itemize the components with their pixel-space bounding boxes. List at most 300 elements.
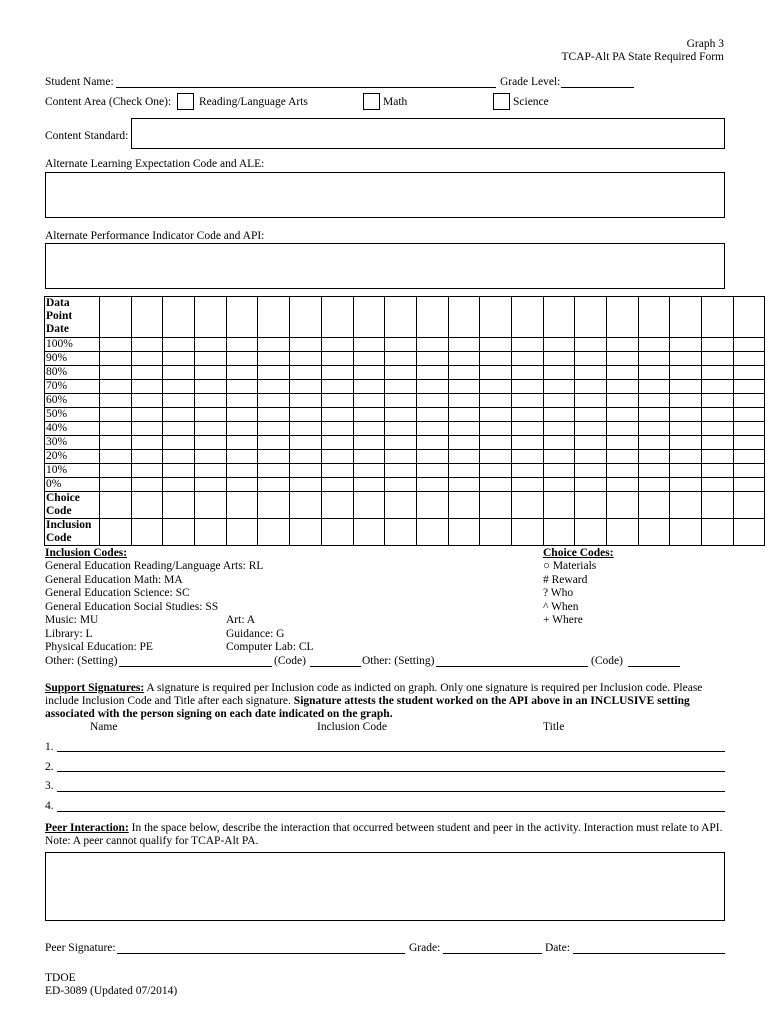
grid-cell[interactable] [448,394,480,408]
grid-cell[interactable] [575,422,607,436]
grid-cell[interactable] [480,366,512,380]
grid-cell[interactable] [226,436,258,450]
peer-interaction-field[interactable] [45,852,725,921]
grid-cell[interactable] [258,408,290,422]
grid-cell[interactable] [575,297,607,338]
grid-cell[interactable] [575,478,607,492]
grid-cell[interactable] [353,478,385,492]
grid-cell[interactable] [448,464,480,478]
grid-cell[interactable] [100,492,132,519]
grid-cell[interactable] [543,352,575,366]
grid-cell[interactable] [607,338,639,352]
grid-cell[interactable] [353,338,385,352]
grid-cell[interactable] [163,464,195,478]
grid-cell[interactable] [448,366,480,380]
grid-cell[interactable] [290,297,322,338]
grid-cell[interactable] [385,422,417,436]
grid-cell[interactable] [702,366,734,380]
grid-cell[interactable] [702,478,734,492]
grid-cell[interactable] [195,519,227,546]
grid-cell[interactable] [258,352,290,366]
grid-cell[interactable] [480,450,512,464]
other-setting-field-2[interactable] [436,666,588,667]
grid-cell[interactable] [195,380,227,394]
grid-cell[interactable] [543,478,575,492]
grid-cell[interactable] [416,450,448,464]
grid-cell[interactable] [258,492,290,519]
grid-cell[interactable] [575,380,607,394]
grid-cell[interactable] [448,450,480,464]
grid-cell[interactable] [733,352,765,366]
peer-signature-field[interactable] [117,953,405,954]
grid-cell[interactable] [195,492,227,519]
grid-cell[interactable] [448,519,480,546]
grid-cell[interactable] [480,464,512,478]
grid-cell[interactable] [290,380,322,394]
grid-cell[interactable] [195,297,227,338]
grid-cell[interactable] [385,519,417,546]
grid-cell[interactable] [607,408,639,422]
grid-cell[interactable] [226,464,258,478]
grid-cell[interactable] [353,297,385,338]
grid-cell[interactable] [163,422,195,436]
grid-cell[interactable] [195,408,227,422]
grid-cell[interactable] [543,492,575,519]
grid-cell[interactable] [163,492,195,519]
grid-cell[interactable] [448,380,480,394]
grid-cell[interactable] [353,450,385,464]
grid-cell[interactable] [321,366,353,380]
grid-cell[interactable] [100,408,132,422]
grid-cell[interactable] [543,519,575,546]
grid-cell[interactable] [638,352,670,366]
grid-cell[interactable] [733,478,765,492]
grid-cell[interactable] [321,394,353,408]
grid-cell[interactable] [321,297,353,338]
grid-cell[interactable] [448,478,480,492]
grid-cell[interactable] [353,352,385,366]
grid-cell[interactable] [702,436,734,450]
grid-cell[interactable] [670,436,702,450]
grid-cell[interactable] [195,422,227,436]
grid-cell[interactable] [131,450,163,464]
grid-cell[interactable] [733,338,765,352]
grid-cell[interactable] [670,394,702,408]
grid-cell[interactable] [100,352,132,366]
grid-cell[interactable] [543,450,575,464]
grid-cell[interactable] [385,464,417,478]
grid-cell[interactable] [607,297,639,338]
grid-cell[interactable] [353,366,385,380]
grid-cell[interactable] [702,492,734,519]
grid-cell[interactable] [226,297,258,338]
grid-cell[interactable] [226,408,258,422]
grid-cell[interactable] [607,478,639,492]
grid-cell[interactable] [131,380,163,394]
grid-cell[interactable] [385,436,417,450]
grid-cell[interactable] [702,408,734,422]
grid-cell[interactable] [353,422,385,436]
grid-cell[interactable] [638,436,670,450]
grid-cell[interactable] [163,352,195,366]
peer-date-field[interactable] [573,953,725,954]
grid-cell[interactable] [131,422,163,436]
grid-cell[interactable] [575,394,607,408]
grid-cell[interactable] [511,464,543,478]
grid-cell[interactable] [733,492,765,519]
grid-cell[interactable] [607,450,639,464]
grid-cell[interactable] [702,394,734,408]
grid-cell[interactable] [543,394,575,408]
grid-cell[interactable] [385,394,417,408]
grid-cell[interactable] [511,519,543,546]
grid-cell[interactable] [100,338,132,352]
grid-cell[interactable] [321,464,353,478]
grid-cell[interactable] [511,422,543,436]
grid-cell[interactable] [163,394,195,408]
grid-cell[interactable] [163,380,195,394]
grid-cell[interactable] [702,450,734,464]
grid-cell[interactable] [131,352,163,366]
grid-cell[interactable] [131,408,163,422]
grid-cell[interactable] [416,380,448,394]
grid-cell[interactable] [733,380,765,394]
grid-cell[interactable] [195,436,227,450]
grid-cell[interactable] [416,478,448,492]
grid-cell[interactable] [100,464,132,478]
grid-cell[interactable] [385,450,417,464]
reading-checkbox[interactable] [177,93,194,110]
grid-cell[interactable] [226,352,258,366]
grid-cell[interactable] [163,366,195,380]
grid-cell[interactable] [448,492,480,519]
grid-cell[interactable] [353,519,385,546]
grid-cell[interactable] [480,352,512,366]
other-code-field[interactable] [310,666,361,667]
grid-cell[interactable] [607,394,639,408]
grid-cell[interactable] [195,394,227,408]
grid-cell[interactable] [131,394,163,408]
grid-cell[interactable] [258,422,290,436]
grid-cell[interactable] [638,408,670,422]
grid-cell[interactable] [100,380,132,394]
grid-cell[interactable] [290,366,322,380]
grid-cell[interactable] [195,352,227,366]
grid-cell[interactable] [258,450,290,464]
grid-cell[interactable] [258,366,290,380]
signature-line-1[interactable] [57,751,725,752]
grid-cell[interactable] [543,380,575,394]
grid-cell[interactable] [163,450,195,464]
grid-cell[interactable] [702,519,734,546]
grid-cell[interactable] [670,450,702,464]
grid-cell[interactable] [131,519,163,546]
grid-cell[interactable] [733,408,765,422]
grid-cell[interactable] [480,338,512,352]
grid-cell[interactable] [290,478,322,492]
grid-cell[interactable] [321,380,353,394]
grid-cell[interactable] [543,422,575,436]
grid-cell[interactable] [290,492,322,519]
grid-cell[interactable] [131,436,163,450]
grid-cell[interactable] [638,297,670,338]
grid-cell[interactable] [100,366,132,380]
grid-cell[interactable] [416,436,448,450]
grid-cell[interactable] [575,408,607,422]
grid-cell[interactable] [638,450,670,464]
grid-cell[interactable] [543,297,575,338]
grid-cell[interactable] [638,380,670,394]
grid-cell[interactable] [385,352,417,366]
signature-line-3[interactable] [57,791,725,792]
signature-line-4[interactable] [57,811,725,812]
grid-cell[interactable] [353,436,385,450]
grid-cell[interactable] [321,408,353,422]
grid-cell[interactable] [575,450,607,464]
grid-cell[interactable] [670,422,702,436]
grid-cell[interactable] [226,478,258,492]
grid-cell[interactable] [416,408,448,422]
grid-cell[interactable] [670,408,702,422]
grid-cell[interactable] [511,338,543,352]
grid-cell[interactable] [416,464,448,478]
grid-cell[interactable] [670,366,702,380]
grid-cell[interactable] [353,380,385,394]
grid-cell[interactable] [480,436,512,450]
grid-cell[interactable] [575,492,607,519]
grid-cell[interactable] [258,394,290,408]
grid-cell[interactable] [258,464,290,478]
grid-cell[interactable] [480,422,512,436]
grid-cell[interactable] [733,464,765,478]
grid-cell[interactable] [733,422,765,436]
grid-cell[interactable] [226,519,258,546]
grid-cell[interactable] [607,380,639,394]
grid-cell[interactable] [638,422,670,436]
grid-cell[interactable] [258,436,290,450]
grid-cell[interactable] [607,366,639,380]
grade-level-field[interactable] [561,87,634,88]
grid-cell[interactable] [385,297,417,338]
grid-cell[interactable] [480,519,512,546]
signature-line-2[interactable] [57,771,725,772]
grid-cell[interactable] [353,492,385,519]
grid-cell[interactable] [258,519,290,546]
grid-cell[interactable] [607,464,639,478]
grid-cell[interactable] [416,338,448,352]
peer-grade-field[interactable] [443,953,542,954]
other-setting-field[interactable] [119,666,272,667]
grid-cell[interactable] [638,464,670,478]
grid-cell[interactable] [670,492,702,519]
grid-cell[interactable] [416,366,448,380]
grid-cell[interactable] [511,297,543,338]
grid-cell[interactable] [733,436,765,450]
grid-cell[interactable] [511,436,543,450]
grid-cell[interactable] [638,394,670,408]
grid-cell[interactable] [416,394,448,408]
grid-cell[interactable] [511,408,543,422]
grid-cell[interactable] [733,394,765,408]
grid-cell[interactable] [290,450,322,464]
grid-cell[interactable] [511,492,543,519]
grid-cell[interactable] [702,380,734,394]
grid-cell[interactable] [638,492,670,519]
ale-field[interactable] [45,172,725,218]
grid-cell[interactable] [385,408,417,422]
grid-cell[interactable] [702,464,734,478]
grid-cell[interactable] [290,394,322,408]
grid-cell[interactable] [702,338,734,352]
grid-cell[interactable] [321,338,353,352]
grid-cell[interactable] [353,394,385,408]
grid-cell[interactable] [258,297,290,338]
grid-cell[interactable] [702,352,734,366]
grid-cell[interactable] [511,394,543,408]
grid-cell[interactable] [448,338,480,352]
grid-cell[interactable] [607,519,639,546]
grid-cell[interactable] [195,338,227,352]
grid-cell[interactable] [543,408,575,422]
grid-cell[interactable] [543,366,575,380]
grid-cell[interactable] [511,478,543,492]
grid-cell[interactable] [131,478,163,492]
grid-cell[interactable] [321,422,353,436]
grid-cell[interactable] [226,450,258,464]
grid-cell[interactable] [226,492,258,519]
grid-cell[interactable] [416,492,448,519]
grid-cell[interactable] [163,519,195,546]
grid-cell[interactable] [195,366,227,380]
grid-cell[interactable] [480,380,512,394]
grid-cell[interactable] [353,464,385,478]
grid-cell[interactable] [290,338,322,352]
grid-cell[interactable] [163,478,195,492]
grid-cell[interactable] [385,380,417,394]
grid-cell[interactable] [448,408,480,422]
grid-cell[interactable] [702,297,734,338]
grid-cell[interactable] [480,492,512,519]
grid-cell[interactable] [226,338,258,352]
grid-cell[interactable] [195,464,227,478]
grid-cell[interactable] [385,366,417,380]
grid-cell[interactable] [416,422,448,436]
grid-cell[interactable] [385,492,417,519]
grid-cell[interactable] [670,338,702,352]
grid-cell[interactable] [100,394,132,408]
grid-cell[interactable] [448,436,480,450]
grid-cell[interactable] [638,366,670,380]
grid-cell[interactable] [290,352,322,366]
grid-cell[interactable] [226,394,258,408]
grid-cell[interactable] [607,352,639,366]
grid-cell[interactable] [226,380,258,394]
grid-cell[interactable] [607,422,639,436]
grid-cell[interactable] [163,338,195,352]
grid-cell[interactable] [100,297,132,338]
grid-cell[interactable] [100,422,132,436]
grid-cell[interactable] [100,450,132,464]
grid-cell[interactable] [416,297,448,338]
grid-cell[interactable] [100,519,132,546]
grid-cell[interactable] [733,519,765,546]
grid-cell[interactable] [290,436,322,450]
grid-cell[interactable] [163,297,195,338]
grid-cell[interactable] [543,338,575,352]
grid-cell[interactable] [733,366,765,380]
grid-cell[interactable] [670,352,702,366]
grid-cell[interactable] [670,519,702,546]
grid-cell[interactable] [226,366,258,380]
grid-cell[interactable] [733,450,765,464]
grid-cell[interactable] [258,338,290,352]
grid-cell[interactable] [353,408,385,422]
grid-cell[interactable] [163,436,195,450]
math-checkbox[interactable] [363,93,380,110]
grid-cell[interactable] [575,366,607,380]
grid-cell[interactable] [321,478,353,492]
grid-cell[interactable] [638,478,670,492]
grid-cell[interactable] [480,297,512,338]
grid-cell[interactable] [258,478,290,492]
grid-cell[interactable] [670,478,702,492]
api-field[interactable] [45,243,725,289]
grid-cell[interactable] [448,352,480,366]
grid-cell[interactable] [385,478,417,492]
grid-cell[interactable] [448,422,480,436]
grid-cell[interactable] [670,297,702,338]
grid-cell[interactable] [290,408,322,422]
grid-cell[interactable] [575,436,607,450]
other-code-field-2[interactable] [628,666,680,667]
grid-cell[interactable] [290,519,322,546]
grid-cell[interactable] [575,519,607,546]
grid-cell[interactable] [670,464,702,478]
grid-cell[interactable] [607,436,639,450]
grid-cell[interactable] [702,422,734,436]
grid-cell[interactable] [131,366,163,380]
grid-cell[interactable] [511,366,543,380]
grid-cell[interactable] [131,297,163,338]
grid-cell[interactable] [258,380,290,394]
grid-cell[interactable] [543,464,575,478]
grid-cell[interactable] [321,519,353,546]
grid-cell[interactable] [416,519,448,546]
grid-cell[interactable] [638,338,670,352]
grid-cell[interactable] [321,436,353,450]
grid-cell[interactable] [511,450,543,464]
grid-cell[interactable] [511,352,543,366]
science-checkbox[interactable] [493,93,510,110]
grid-cell[interactable] [321,352,353,366]
grid-cell[interactable] [290,464,322,478]
grid-cell[interactable] [733,297,765,338]
content-standard-field[interactable] [131,118,725,149]
grid-cell[interactable] [226,422,258,436]
grid-cell[interactable] [480,478,512,492]
grid-cell[interactable] [163,408,195,422]
grid-cell[interactable] [385,338,417,352]
grid-cell[interactable] [100,478,132,492]
grid-cell[interactable] [131,338,163,352]
student-name-field[interactable] [116,87,496,88]
grid-cell[interactable] [543,436,575,450]
grid-cell[interactable] [638,519,670,546]
grid-cell[interactable] [575,338,607,352]
grid-cell[interactable] [290,422,322,436]
grid-cell[interactable] [131,492,163,519]
grid-cell[interactable] [195,450,227,464]
